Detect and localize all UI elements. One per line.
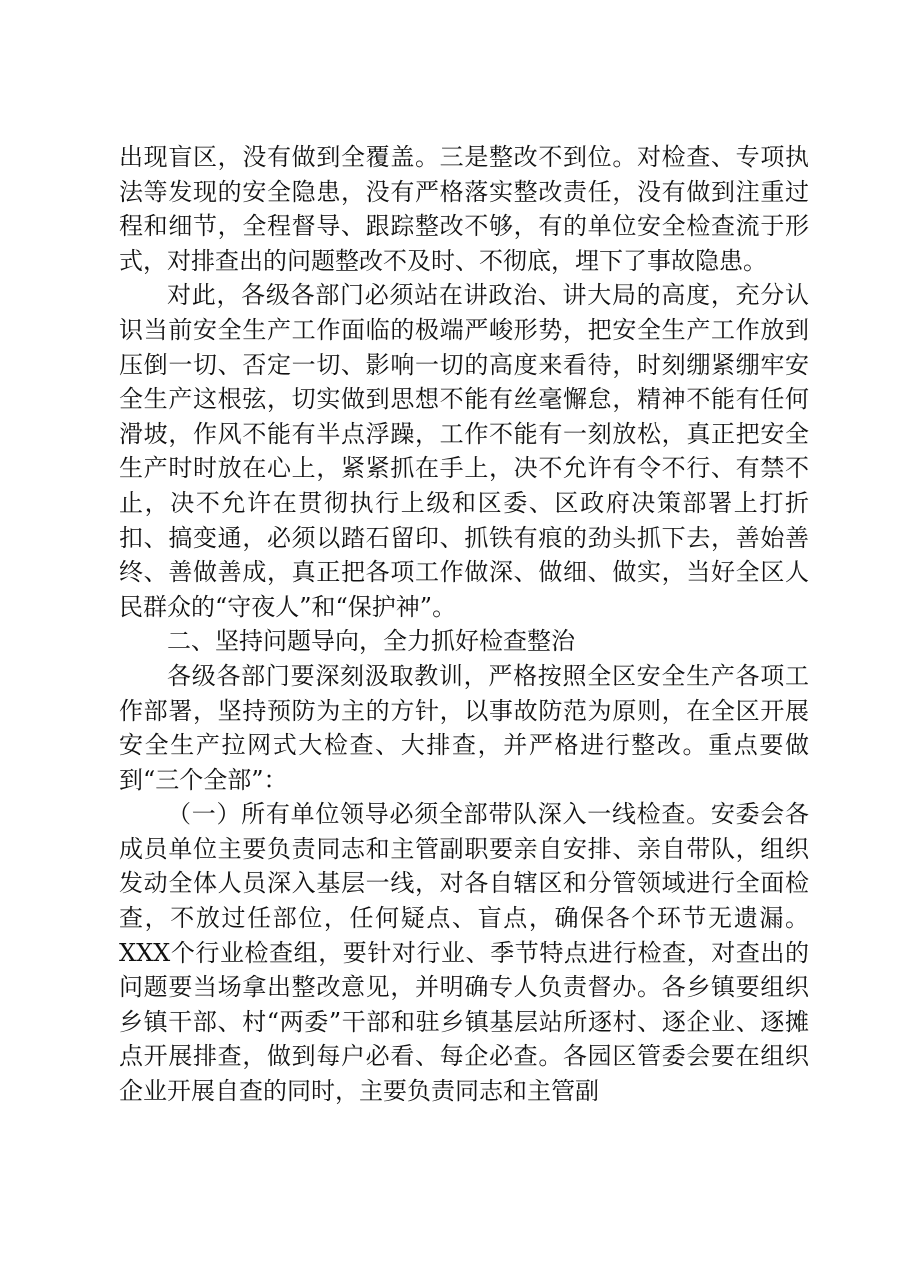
document-body (119, 140, 809, 1109)
paragraph-body: 各级各部门要深刻汲取教训，严格按照全区安全生产各项工作部署，坚持预防为主的方针，以事故防范为原则，在全区开展安全生产拉网式大检查、大排查，并严格进行整改。重点要做到“三个全部”： (119, 661, 809, 794)
section-heading: 二、坚持问题导向，全力抓好检查整治 (167, 627, 575, 656)
paragraph-body: 对此，各级各部门必须站在讲政治、讲大局的高度，充分认识当前安全生产工作面临的极端严峻形势，把安全生产工作放到压倒一切、否定一切、影响一切的高度来看待，时刻绷紧绷牢安全生产这根弦，切实做到思想不能有丝毫懈怠，精神不能有任何滑坡，作风不能有半点浮躁，工作不能有一刻放松，真正把安全生产时时放在心上，紧紧抓在手上，决不允许有令不行、有禁不止，决不允许在贯彻执行上级和区委、区政府决策部署上打折扣、搞变通，必须以踏石留印、抓铁有痕的劲头抓下去，善始善终、善做善成，真正把各项工作做深、做细、做实，当好全区人民群众的“守夜人”和“保护神”。 (119, 281, 809, 621)
paragraph-continuation: 出现盲区，没有做到全覆盖。三是整改不到位。对检查、专项执法等发现的安全隐患，没有严格落实整改责任，没有做到注重过程和细节，全程督导、跟踪整改不够，有的单位安全检查流于形式，对排查出的问题整改不及时、不彻底，埋下了事故隐患。 (119, 143, 809, 275)
paragraph-body: （一）所有单位领导必须全部带队深入一线检查。安委会各成员单位主要负责同志和主管副职要亲自安排、亲自带队，组织发动全体人员深入基层一线，对各自辖区和分管领域进行全面检查，不放过任部位，任何疑点、盲点，确保各个环节无遗漏。XXX个行业检查组，要针对行业、季节特点进行检查，对查出的问题要当场拿出整改意见，并明确专人负责督办。各乡镇要组织乡镇干部、村“两委”干部和驻乡镇基层站所逐村、逐企业、逐摊点开展排查，做到每户必看、每企必查。各园区管委会要在组织企业开展自查的同时，主要负责同志和主管副 (119, 800, 809, 1106)
